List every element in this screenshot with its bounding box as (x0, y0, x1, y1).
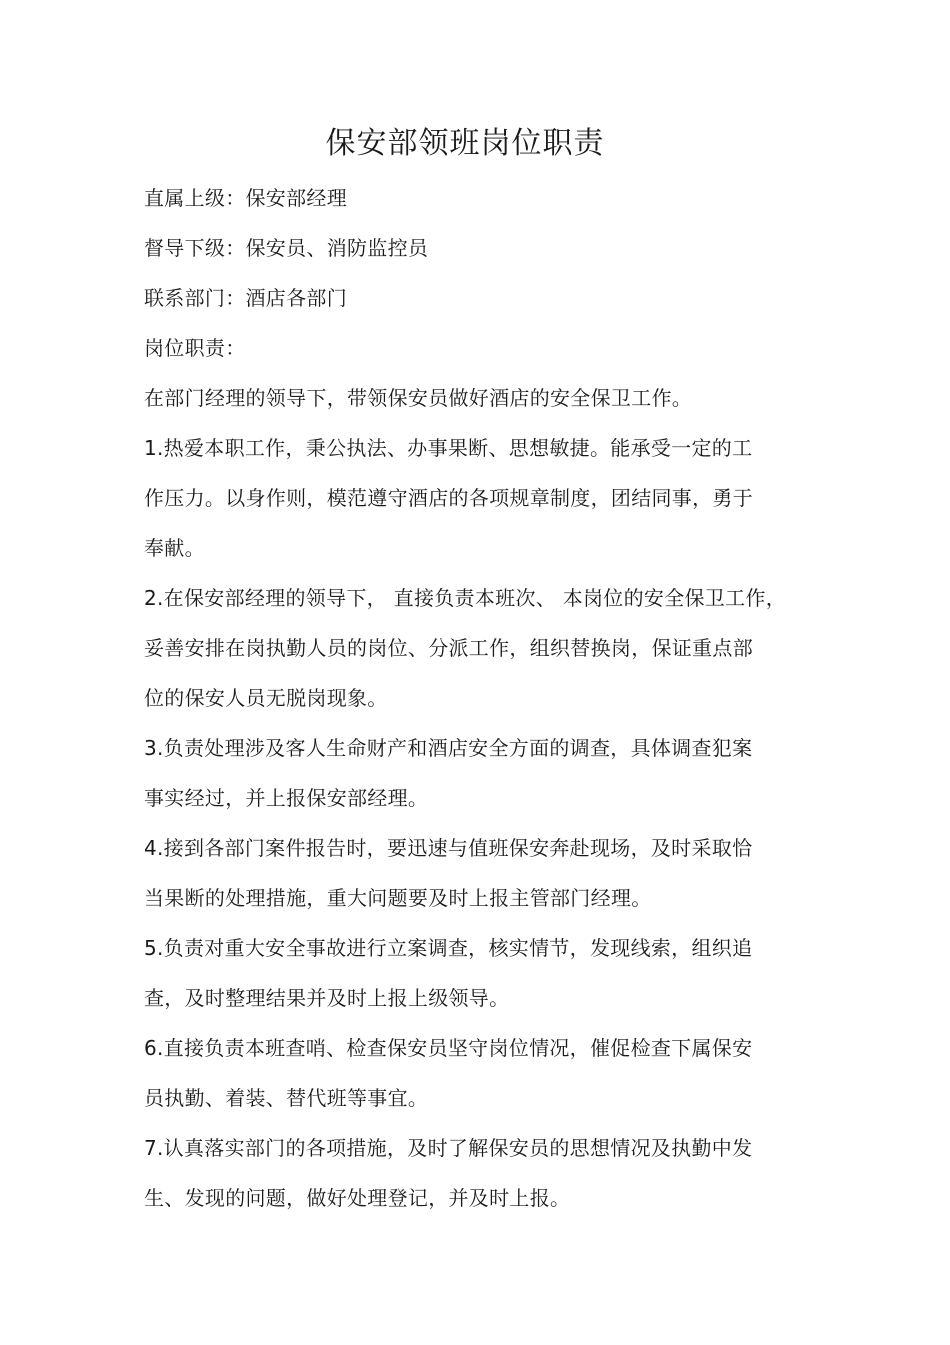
text-line: 作压力。以身作则，模范遵守酒店的各项规章制度，团结同事，勇于 (144, 486, 753, 510)
text-line: 妥善安排在岗执勤人员的岗位、分派工作，组织替换岗，保证重点部 (144, 636, 753, 660)
text-line: 3.负责处理涉及客人生命财产和酒店安全方面的调查，具体调查犯案 (144, 736, 753, 760)
text-line-intro: 在部门经理的领导下，带领保安员做好酒店的安全保卫工作。 (144, 386, 693, 410)
text-line: 2.在保安部经理的领导下， 直接负责本班次、 本岗位的安全保卫工作， (144, 586, 786, 610)
text-line-superior: 直属上级：保安部经理 (144, 186, 347, 210)
text-line: 奉献。 (144, 536, 205, 560)
text-line: 生、发现的问题，做好处理登记，并及时上报。 (144, 1186, 571, 1210)
text-line: 当果断的处理措施，重大问题要及时上报主管部门经理。 (144, 886, 652, 910)
text-line: 查，及时整理结果并及时上报上级领导。 (144, 986, 510, 1010)
text-line: 7.认真落实部门的各项措施，及时了解保安员的思想情况及执勤中发 (144, 1136, 753, 1160)
text-line: 1.热爱本职工作，秉公执法、办事果断、思想敏捷。能承受一定的工 (144, 436, 753, 460)
text-line: 6.直接负责本班查哨、检查保安员坚守岗位情况，催促检查下属保安 (144, 1036, 753, 1060)
text-line-departments: 联系部门：酒店各部门 (144, 286, 347, 310)
text-line-subordinates: 督导下级：保安员、消防监控员 (144, 236, 429, 260)
text-line: 5.负责对重大安全事故进行立案调查，核实情节，发现线索，组织追 (144, 936, 753, 960)
text-line: 事实经过，并上报保安部经理。 (144, 786, 429, 810)
text-line: 位的保安人员无脱岗现象。 (144, 686, 388, 710)
document-body (144, 173, 804, 1223)
text-line: 员执勤、着装、替代班等事宜。 (144, 1086, 429, 1110)
document-title: 保安部领班岗位职责 (325, 126, 605, 161)
text-line-duties-heading: 岗位职责： (144, 336, 246, 360)
text-line: 4.接到各部门案件报告时，要迅速与值班保安奔赴现场，及时采取恰 (144, 836, 753, 860)
